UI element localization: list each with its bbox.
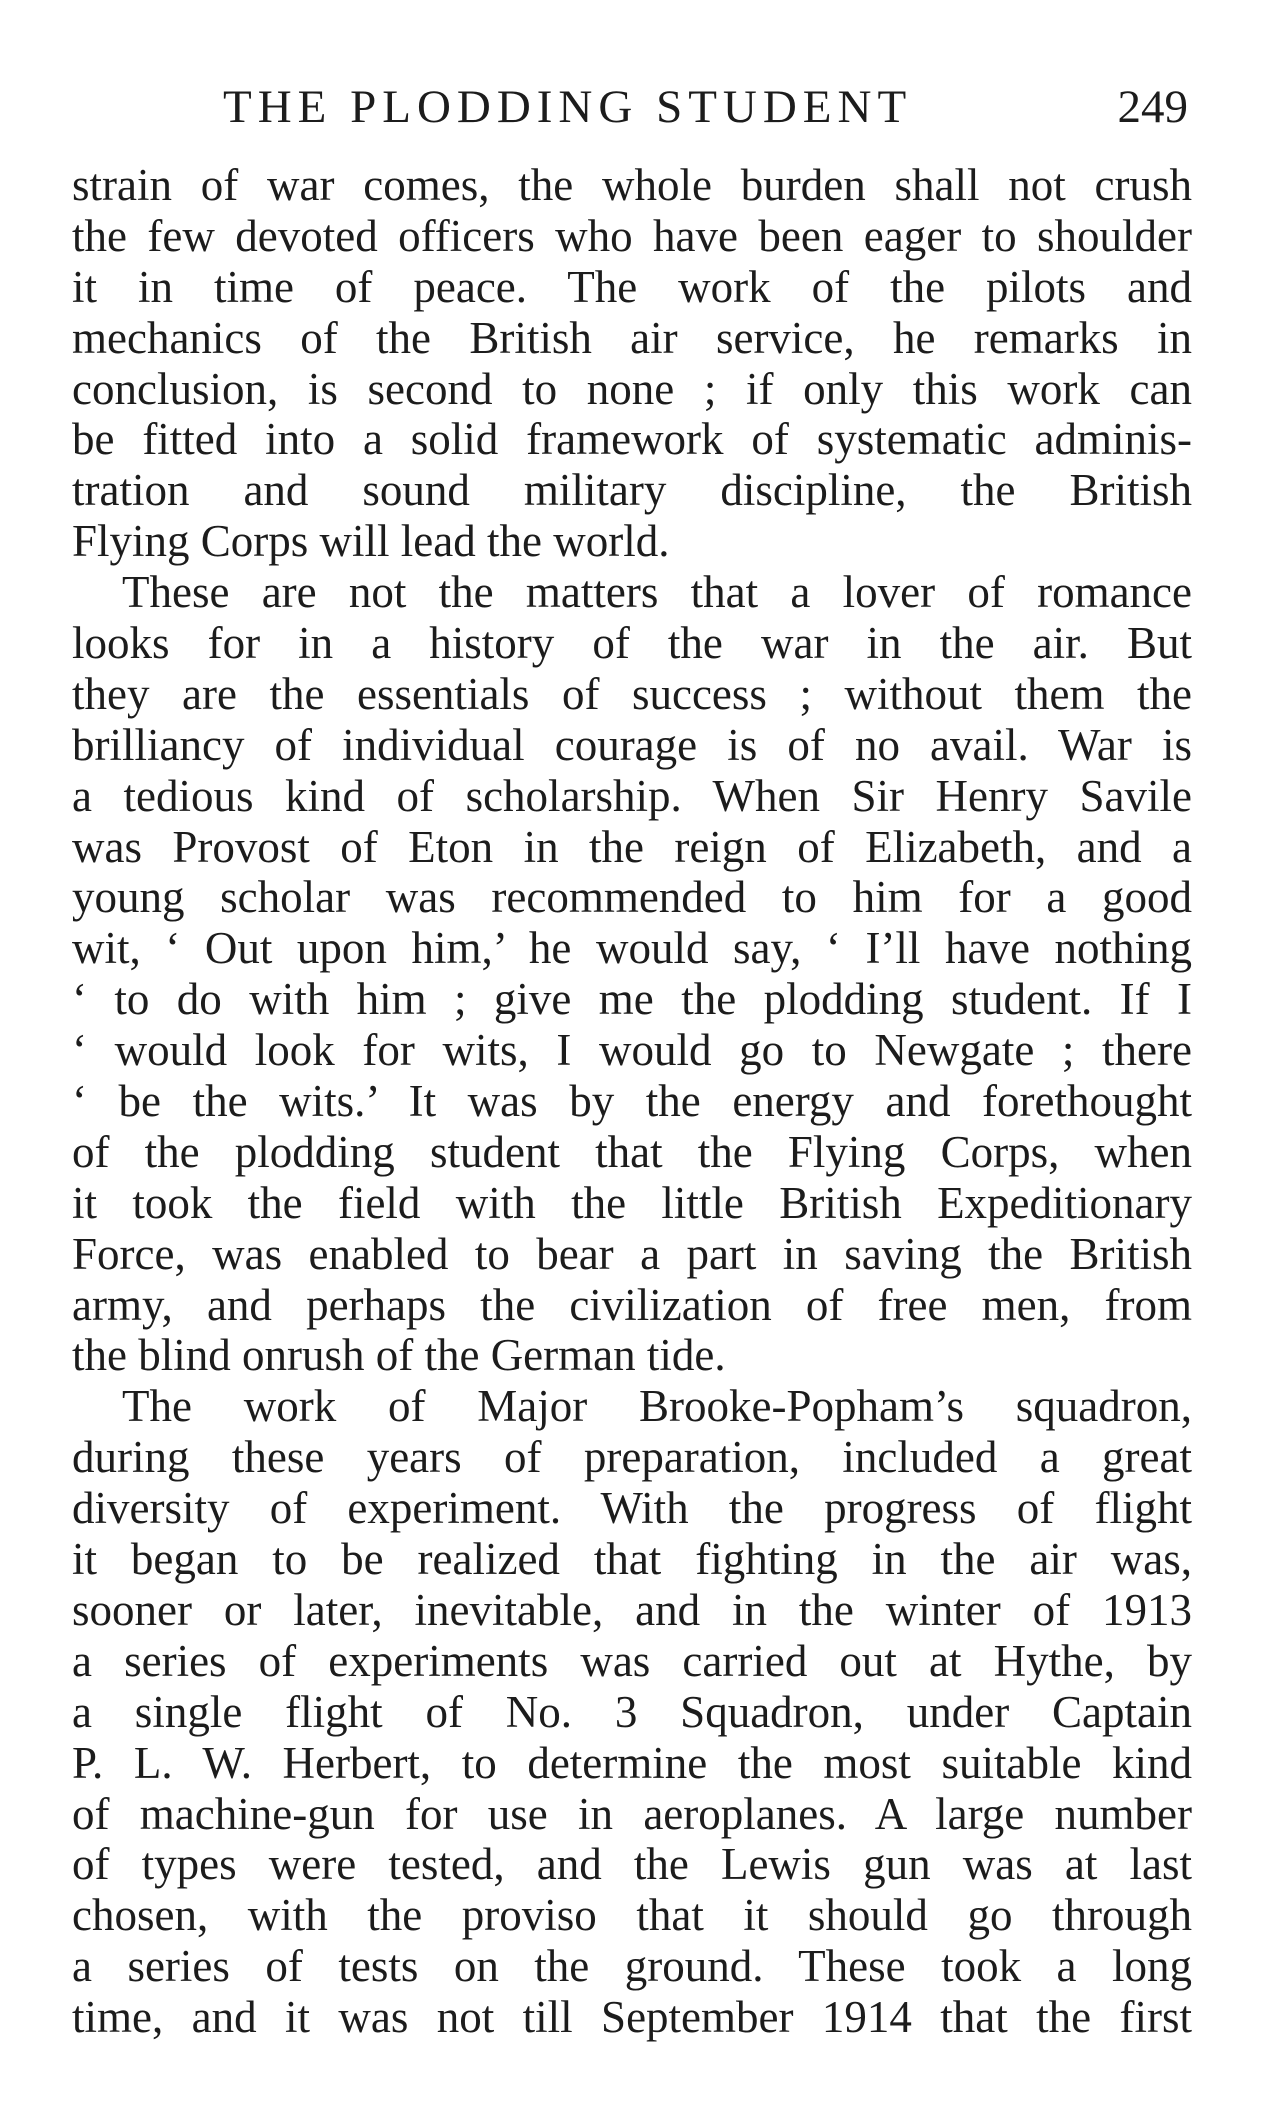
running-title: THE PLODDING STUDENT — [223, 81, 913, 133]
text-line: they are the essentials of success ; without them the — [72, 668, 1192, 719]
text-line: of the plodding student that the Flying Corps, when — [72, 1126, 1192, 1177]
text-line: it began to be realized that fighting in the air was, — [72, 1534, 1192, 1585]
text-line: ‘ be the wits.’ It was by the energy and forethought — [72, 1076, 1192, 1127]
text-line: a series of tests on the ground. These took a long — [72, 1941, 1192, 1992]
text-line: diversity of experiment. With the progress of flight — [72, 1483, 1192, 1534]
text-line: army, and perhaps the civilization of free men, from — [72, 1279, 1192, 1330]
text-line: it in time of peace. The work of the pilots and — [72, 261, 1192, 312]
text-line: strain of war comes, the whole burden shall not crush — [72, 160, 1192, 210]
text-line: The work of Major Brooke-Popham’s squadron, — [122, 1381, 1192, 1432]
text-line: of types were tested, and the Lewis gun was at last — [72, 1839, 1192, 1890]
running-head — [72, 72, 1192, 142]
body-text — [72, 160, 1192, 2043]
text-line: of machine-gun for use in aeroplanes. A large number — [72, 1788, 1192, 1839]
text-line: mechanics of the British air service, he remarks in — [72, 312, 1192, 363]
text-line: Flying Corps will lead the world. — [72, 516, 670, 567]
text-line: ‘ would look for wits, I would go to Newgate ; there — [72, 1025, 1192, 1076]
page-number: 249 — [1117, 81, 1188, 133]
text-line: conclusion, is second to none ; if only this work can — [72, 363, 1192, 414]
text-line: a series of experiments was carried out at Hythe, by — [72, 1635, 1192, 1686]
text-line: the few devoted officers who have been eager to shoulder — [72, 210, 1192, 261]
text-line: These are not the matters that a lover of romance — [122, 567, 1192, 618]
text-line: young scholar was recommended to him for a good — [72, 872, 1192, 923]
text-line: was Provost of Eton in the reign of Elizabeth, and a — [72, 821, 1192, 872]
text-line: wit, ‘ Out upon him,’ he would say, ‘ I’ll have nothing — [72, 923, 1192, 974]
text-line: P. L. W. Herbert, to determine the most suitable kind — [72, 1737, 1192, 1788]
text-line: Force, was enabled to bear a part in saving the British — [72, 1228, 1192, 1279]
text-line: it took the field with the little British Expeditionary — [72, 1177, 1192, 1228]
text-line: looks for in a history of the war in the air. But — [72, 618, 1192, 669]
text-line: time, and it was not till September 1914 that the first — [72, 1992, 1192, 2043]
text-line: sooner or later, inevitable, and in the winter of 1913 — [72, 1584, 1192, 1635]
text-line: a tedious kind of scholarship. When Sir Henry Savile — [72, 770, 1192, 821]
text-line: ‘ to do with him ; give me the plodding student. If I — [72, 974, 1192, 1025]
text-line: during these years of preparation, included a great — [72, 1432, 1192, 1483]
text-line: a single flight of No. 3 Squadron, under Captain — [72, 1686, 1192, 1737]
text-line: chosen, with the proviso that it should go through — [72, 1890, 1192, 1941]
text-line: the blind onrush of the German tide. — [72, 1330, 726, 1381]
text-line: be fitted into a solid framework of systematic adminis- — [72, 414, 1192, 465]
text-line: tration and sound military discipline, the British — [72, 465, 1192, 516]
text-line: brilliancy of individual courage is of no avail. War is — [72, 719, 1192, 770]
